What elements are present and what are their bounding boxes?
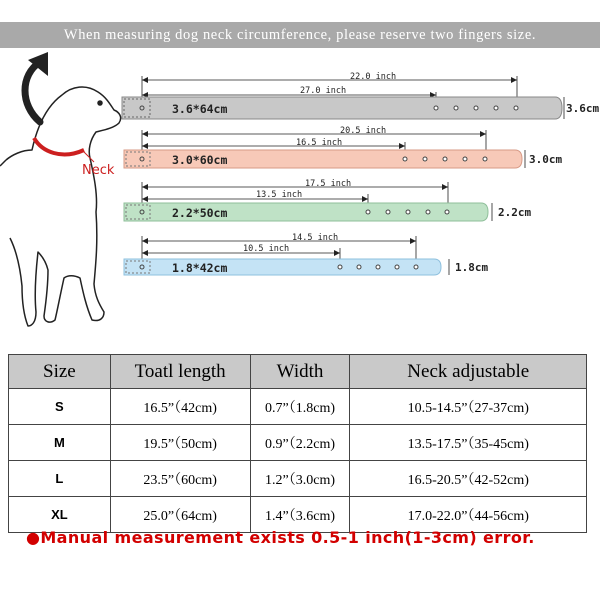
neck-label: Neck	[82, 163, 115, 178]
total-length-cell: 19.5”（50cm)	[110, 425, 250, 461]
neck-pointer	[82, 150, 94, 162]
total-length-cell: 25.0”（64cm)	[110, 497, 250, 533]
measurement-error-note: ●Manual measurement exists 0.5-1 inch(1-3cm) error.	[26, 528, 535, 547]
collar-l-inner-dim: 16.5 inch	[296, 138, 343, 148]
table-row	[9, 389, 587, 425]
collar-s-width-label: 1.8cm	[455, 261, 489, 274]
size-cell: M	[9, 425, 111, 461]
neck-adjustable-cell: 10.5-14.5”（27-37cm)	[350, 389, 587, 425]
header-neck-adjustable: Neck adjustable	[350, 355, 587, 389]
collar-l-width-label: 3.0cm	[529, 153, 563, 166]
size-cell: L	[9, 461, 111, 497]
header-size: Size	[9, 355, 111, 389]
collar-s	[124, 233, 488, 275]
table-header-row	[9, 355, 587, 389]
collar-l	[124, 126, 562, 168]
collar-xl-label: 3.6*64cm	[172, 102, 228, 116]
size-table	[8, 354, 587, 533]
size-cell: S	[9, 389, 111, 425]
collar-m-inner-dim: 13.5 inch	[256, 190, 303, 200]
neck-adjustable-cell: 16.5-20.5”（42-52cm)	[350, 461, 587, 497]
collar-xl-width-label: 3.6cm	[566, 102, 600, 115]
collar-xl-inner-dim: 27.0 inch	[300, 86, 347, 96]
total-length-cell: 23.5”（60cm)	[110, 461, 250, 497]
dog-collar-icon	[34, 138, 84, 154]
width-cell: 1.2”（3.0cm)	[250, 461, 350, 497]
table-row	[9, 461, 587, 497]
curved-arrow-icon	[25, 52, 48, 122]
collar-s-outer-dim: 14.5 inch	[292, 233, 339, 243]
total-length-cell: 16.5”（42cm)	[110, 389, 250, 425]
dog-silhouette-icon	[0, 87, 121, 326]
collar-m-width-label: 2.2cm	[498, 206, 532, 219]
header-total-length: Toatl length	[110, 355, 250, 389]
instruction-banner: When measuring dog neck circumference, please reserve two fingers size.	[0, 22, 600, 48]
width-cell: 0.9”（2.2cm)	[250, 425, 350, 461]
collar-s-label: 1.8*42cm	[172, 261, 228, 275]
size-cell: XL	[9, 497, 111, 533]
collar-m	[124, 179, 531, 221]
collar-l-label: 3.0*60cm	[172, 153, 228, 167]
width-cell: 0.7”（1.8cm)	[250, 389, 350, 425]
width-cell: 1.4”（3.6cm)	[250, 497, 350, 533]
neck-adjustable-cell: 13.5-17.5”（35-45cm)	[350, 425, 587, 461]
collar-m-outer-dim: 17.5 inch	[305, 179, 352, 189]
neck-adjustable-cell: 17.0-22.0”（44-56cm)	[350, 497, 587, 533]
collar-xl	[122, 72, 599, 119]
collar-m-label: 2.2*50cm	[172, 206, 228, 220]
collar-xl-outer-dim: 22.0 inch	[350, 72, 397, 82]
collar-s-inner-dim: 10.5 inch	[243, 244, 290, 254]
header-width: Width	[250, 355, 350, 389]
table-row	[9, 425, 587, 461]
collar-l-outer-dim: 20.5 inch	[340, 126, 387, 136]
